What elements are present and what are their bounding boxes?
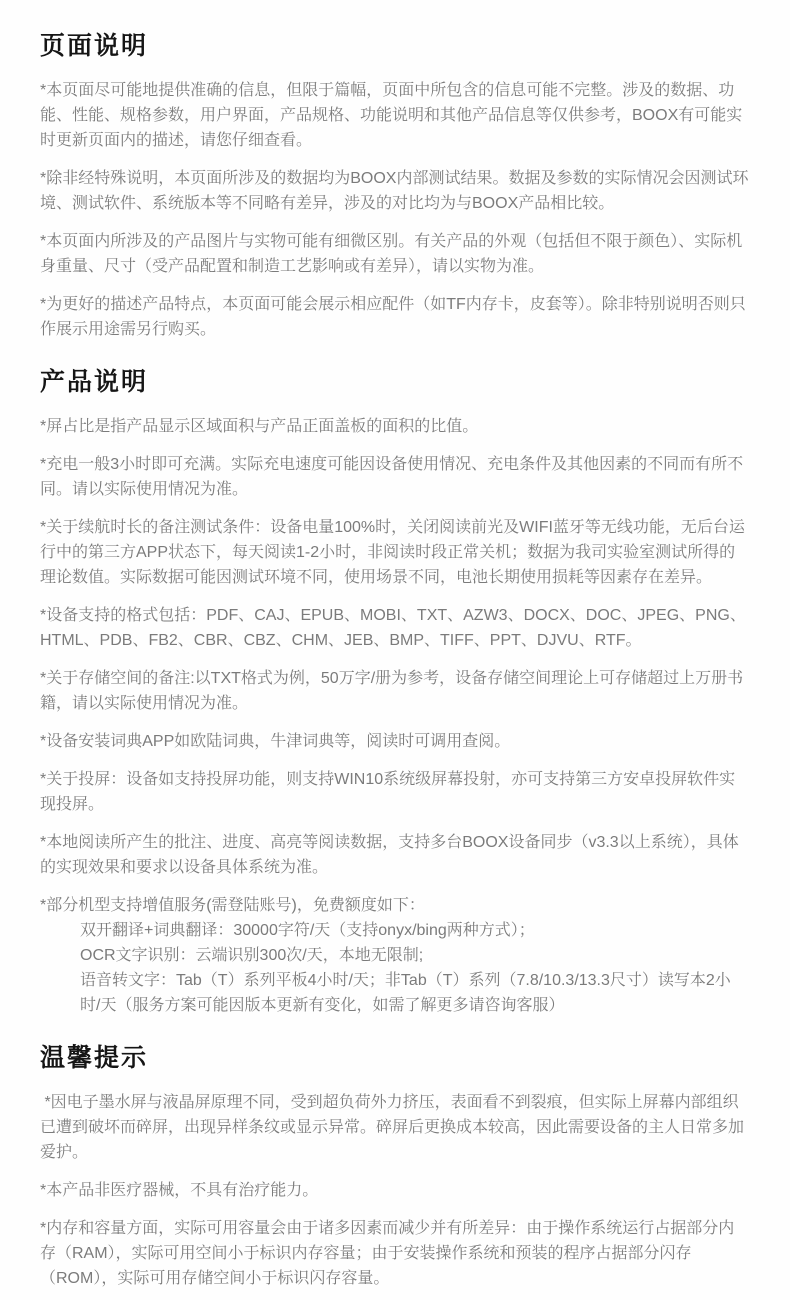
value-added-service-item: 双开翻译+词典翻译：30000字符/天（支持onyx/bing两种方式）； bbox=[80, 922, 535, 939]
product-notes-paragraph: *设备安装词典APP如欧陆词典，牛津词典等，阅读时可调用查阅。 bbox=[40, 733, 511, 750]
product-notes-paragraph: *关于续航时长的备注测试条件：设备电量100%时，关闭阅读前光及WIFI蓝牙等无线功能，无后台运行中的第三方APP状态下，每天阅读1-2小时，非阅读时段正常关机；数据为我司实验室测试所得的理论数值。实际数据可能因测试环境不同，使用场景不同，电池长期使用损耗等因素存在差异。 bbox=[40, 519, 745, 586]
product-notes-title: 产品说明 bbox=[40, 368, 149, 396]
page-notes-paragraph: *本页面尽可能地提供准确的信息，但限于篇幅，页面中所包含的信息可能不完整。涉及的数据、功能、性能、规格参数，用户界面，产品规格、功能说明和其他产品信息等仅供参考，BOOX有可能实时更新页面内的描述，请您仔细查看。 bbox=[40, 82, 743, 149]
warm-tips-title: 温馨提示 bbox=[40, 1044, 149, 1072]
product-notes-paragraph: *屏占比是指产品显示区域面积与产品正面盖板的面积的比值。 bbox=[40, 418, 479, 435]
warm-tips-paragraph: *本产品非医疗器械，不具有治疗能力。 bbox=[40, 1182, 319, 1199]
product-notes-paragraph: *关于存储空间的备注:以TXT格式为例，50万字/册为参考，设备存储空间理论上可存储超过上万册书籍，请以实际使用情况为准。 bbox=[40, 670, 744, 712]
section-page-notes bbox=[40, 30, 750, 342]
value-added-service-item: OCR文字识别：云端识别300次/天，本地无限制; bbox=[80, 947, 424, 964]
section-product-notes bbox=[40, 366, 750, 1018]
value-added-service-list bbox=[40, 918, 750, 1018]
page-notes-paragraph: *本页面内所涉及的产品图片与实物可能有细微区别。有关产品的外观（包括但不限于颜色）、实际机身重量、尺寸（受产品配置和制造工艺影响或有差异），请以实物为准。 bbox=[40, 233, 743, 275]
warm-tips-paragraph: *内存和容量方面，实际可用容量会由于诸多因素而减少并有所差异：由于操作系统运行占据部分内存（RAM），实际可用空间小于标识内存容量；由于安装操作系统和预装的程序占据部分闪存（ROM），实际可用存储空间小于标识闪存容量。 bbox=[40, 1220, 735, 1287]
product-notes-paragraph: *关于投屏：设备如支持投屏功能，则支持WIN10系统级屏幕投射，亦可支持第三方安卓投屏软件实现投屏。 bbox=[40, 771, 736, 813]
product-notes-paragraph: *充电一般3小时即可充满。实际充电速度可能因设备使用情况、充电条件及其他因素的不同而有所不同。请以实际使用情况为准。 bbox=[40, 456, 744, 498]
warm-tips-paragraph: *因电子墨水屏与液晶屏原理不同，受到超负荷外力挤压，表面看不到裂痕，但实际上屏幕内部组织已遭到破坏而碎屏，出现异样条纹或显示异常。碎屏后更换成本较高，因此需要设备的主人日常多加爱护。 bbox=[40, 1094, 745, 1161]
value-added-service-intro: *部分机型支持增值服务(需登陆账号)，免费额度如下： bbox=[40, 897, 425, 914]
page-notes-paragraph: *除非经特殊说明，本页面所涉及的数据均为BOOX内部测试结果。数据及参数的实际情况会因测试环境、测试软件、系统版本等不同略有差异，涉及的对比均为与BOOX产品相比较。 bbox=[40, 170, 749, 212]
page-notes-paragraph: *为更好的描述产品特点，本页面可能会展示相应配件（如TF内存卡，皮套等）。除非特别说明否则只作展示用途需另行购买。 bbox=[40, 296, 746, 338]
value-added-service-item: 语音转文字：Tab（T）系列平板4小时/天；非Tab（T）系列（7.8/10.3/13.3尺寸）读写本2小时/天（服务方案可能因版本更新有变化，如需了解更多请咨询客服） bbox=[80, 972, 731, 1014]
section-warm-tips bbox=[40, 1042, 750, 1291]
product-notes-paragraph: *本地阅读所产生的批注、进度、高亮等阅读数据，支持多台BOOX设备同步（v3.3以上系统），具体的实现效果和要求以设备具体系统为准。 bbox=[40, 834, 739, 876]
page-notes-title: 页面说明 bbox=[40, 32, 149, 60]
product-notes-paragraph: *设备支持的格式包括：PDF、CAJ、EPUB、MOBI、TXT、AZW3、DOCX、DOC、JPEG、PNG、HTML、PDB、FB2、CBR、CBZ、CHM、JEB、BMP、TIFF、PPT、DJVU、RTF。 bbox=[40, 607, 746, 649]
